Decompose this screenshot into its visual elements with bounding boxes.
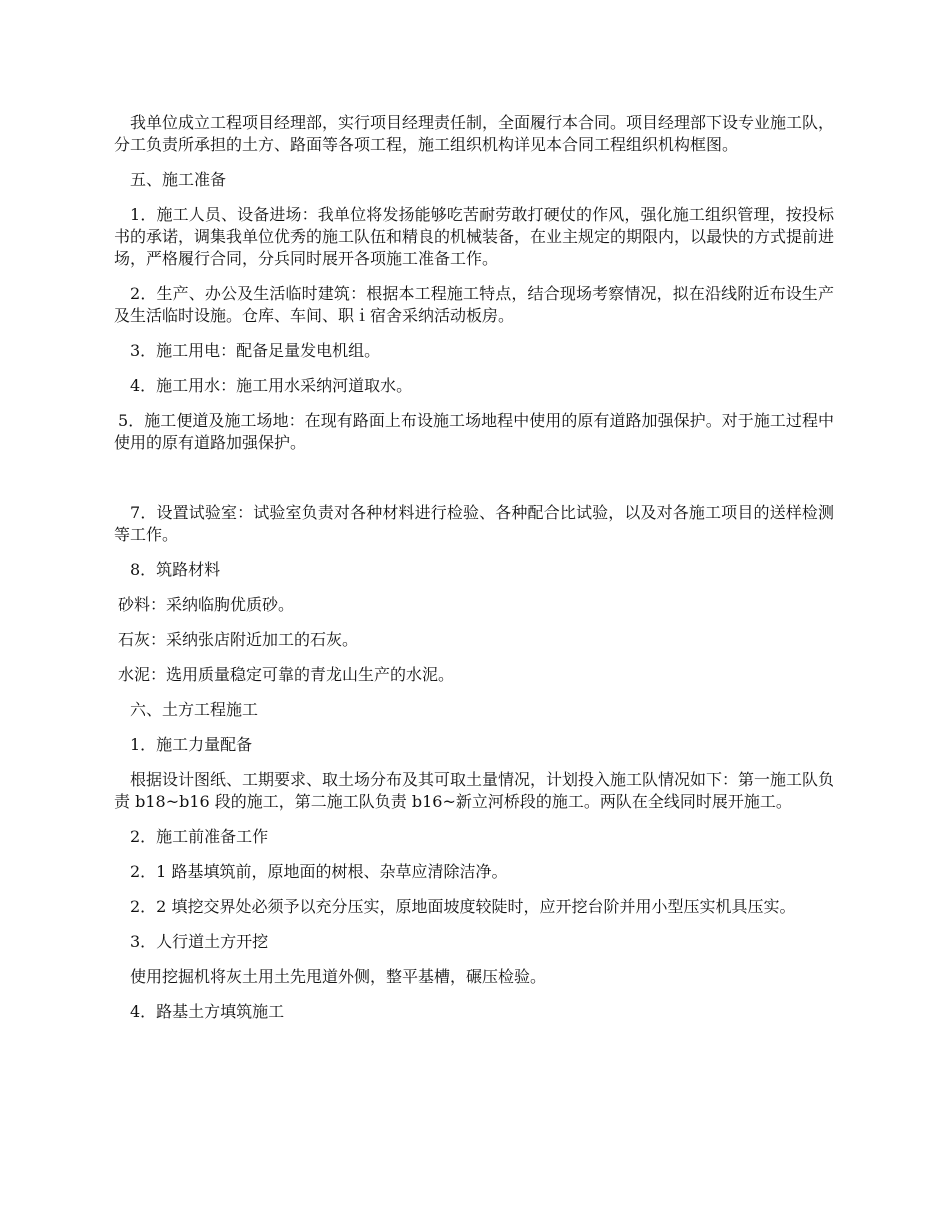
paragraph-access-road: 5．施工便道及施工场地：在现有路面上布设施工场地程中使用的原有道路加强保护。对于施工过程中使用的原有道路加强保护。	[114, 411, 834, 452]
heading-pre-work: 2．施工前准备工作	[130, 827, 269, 846]
paragraph-compaction: 2．2 填挖交界处必须予以充分压实，原地面坡度较陡时，应开挖台阶并用小型压实机具压实。	[130, 897, 796, 916]
heading-subgrade-filling: 4．路基土方填筑施工	[130, 1002, 285, 1021]
paragraph-intro: 我单位成立工程项目经理部，实行项目经理责任制，全面履行本合同。项目经理部下设专业施工队，分工负责所承担的土方、路面等各项工程，施工组织机构详见本合同工程组织机构框图。	[114, 113, 835, 154]
heading-workforce: 1．施工力量配备	[130, 735, 253, 754]
paragraph-laboratory: 7．设置试验室：试验室负责对各种材料进行检验、各种配合比试验，以及对各施工项目的送样检测等工作。	[114, 503, 834, 544]
paragraph-teams: 根据设计图纸、工期要求、取土场分布及其可取土量情况，计划投入施工队情况如下：第一施工队负责 b18~b16 段的施工，第二施工队负责 b16~新立河桥段的施工。两队在全线同时展开施工。	[114, 770, 835, 811]
heading-road-materials: 8．筑路材料	[130, 560, 221, 579]
paragraph-personnel-equipment: 1．施工人员、设备进场：我单位将发扬能够吃苦耐劳敢打硬仗的作风，强化施工组织管理，按投标书的承诺，调集我单位优秀的施工队伍和精良的机械装备，在业主规定的期限内，以最快的方式提前进场，严格履行合同，分兵同时展开各项施工准备工作。	[114, 205, 835, 268]
heading-earthwork: 六、土方工程施工	[130, 700, 259, 719]
heading-sidewalk-excavation: 3．人行道土方开挖	[130, 932, 269, 951]
paragraph-temporary-buildings: 2．生产、办公及生活临时建筑：根据本工程施工特点，结合现场考察情况，拟在沿线附近布设生产及生活临时设施。仓库、车间、职ｉ宿舍采纳活动板房。	[114, 284, 834, 325]
heading-construction-preparation: 五、施工准备	[130, 170, 227, 189]
paragraph-sand: 砂料：采纳临朐优质砂。	[118, 595, 295, 614]
paragraph-electricity: 3．施工用电：配备足量发电机组。	[130, 341, 381, 360]
blank-gap	[114, 467, 834, 502]
paragraph-cement: 水泥：选用质量稳定可靠的青龙山生产的水泥。	[118, 665, 455, 684]
paragraph-water: 4．施工用水：施工用水采纳河道取水。	[130, 376, 413, 395]
paragraph-excavator: 使用挖掘机将灰土用土先甩道外侧，整平基槽，碾压检验。	[130, 967, 547, 986]
document-page	[114, 112, 834, 1036]
paragraph-lime: 石灰：采纳张店附近加工的石灰。	[118, 630, 359, 649]
paragraph-clearing: 2．1 路基填筑前，原地面的树根、杂草应清除洁净。	[130, 862, 508, 881]
